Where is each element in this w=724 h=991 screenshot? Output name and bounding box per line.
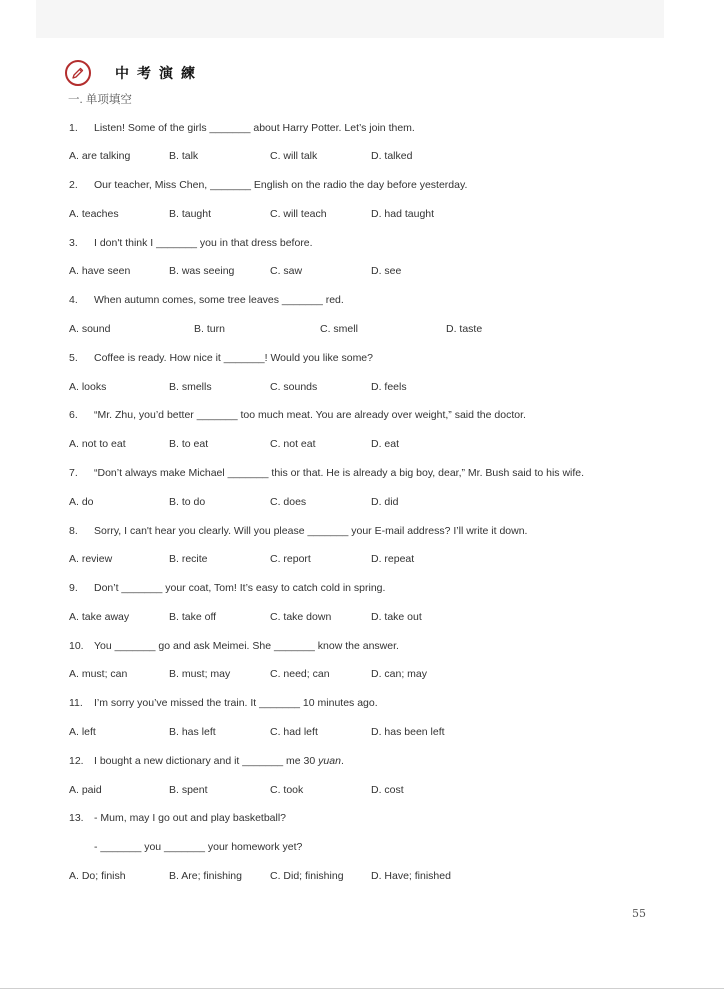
question-number: 5. <box>69 352 78 364</box>
question-stem: “Mr. Zhu, you’d better _______ too much meat. You are already over weight,” said the doctor. <box>94 409 526 421</box>
question-number: 13. <box>69 812 84 824</box>
question-number: 6. <box>69 409 78 421</box>
question-number: 2. <box>69 179 78 191</box>
question-12 <box>69 754 344 768</box>
question-7 <box>69 466 584 480</box>
question-stem: - Mum, may I go out and play basketball? <box>94 812 287 824</box>
option-b[interactable]: B. was seeing <box>169 265 235 277</box>
question-1 <box>69 121 415 135</box>
question-stem: Coffee is ready. How nice it _______! Would you like some? <box>94 352 373 364</box>
bottom-divider <box>0 988 724 989</box>
option-c[interactable]: C. does <box>270 496 307 508</box>
question-stem: I’m sorry you’ve missed the train. It _______ 10 minutes ago. <box>94 697 378 709</box>
option-a[interactable]: A. do <box>69 496 94 508</box>
question-6 <box>69 408 526 422</box>
option-a[interactable]: A. must; can <box>69 668 128 680</box>
option-b[interactable]: B. spent <box>169 784 208 796</box>
section-header <box>65 58 203 88</box>
option-d[interactable]: D. did <box>371 496 399 508</box>
option-c[interactable]: C. sounds <box>270 381 318 393</box>
option-d[interactable]: D. take out <box>371 611 422 623</box>
question-13 <box>69 811 286 825</box>
question-stem-italic: yuan <box>318 755 341 767</box>
option-c[interactable]: C. took <box>270 784 304 796</box>
option-a[interactable]: A. looks <box>69 381 107 393</box>
option-a[interactable]: A. take away <box>69 611 130 623</box>
option-b[interactable]: B. recite <box>169 553 208 565</box>
question-stem-2: - _______ you _______ your homework yet? <box>94 841 303 853</box>
option-a[interactable]: A. left <box>69 726 96 738</box>
question-number: 1. <box>69 122 78 134</box>
question-stem: I don't think I _______ you in that dress before. <box>94 237 313 249</box>
option-b[interactable]: B. Are; finishing <box>169 870 242 882</box>
question-number: 4. <box>69 294 78 306</box>
option-b[interactable]: B. has left <box>169 726 216 738</box>
question-stem: You _______ go and ask Meimei. She _______ know the answer. <box>94 640 399 652</box>
question-stem: When autumn comes, some tree leaves _______ red. <box>94 294 344 306</box>
question-stem: Don’t _______ your coat, Tom! It’s easy to catch cold in spring. <box>94 582 386 594</box>
option-a[interactable]: A. Do; finish <box>69 870 126 882</box>
question-9 <box>69 581 385 595</box>
question-number: 11. <box>69 697 83 709</box>
option-b[interactable]: B. turn <box>194 323 225 335</box>
question-stem: I bought a new dictionary and it _______ me 30 <box>94 755 319 767</box>
option-c[interactable]: C. saw <box>270 265 303 277</box>
option-c[interactable]: C. Did; finishing <box>270 870 344 882</box>
option-d[interactable]: D. had taught <box>371 208 435 220</box>
option-b[interactable]: B. to do <box>169 496 206 508</box>
option-b[interactable]: B. must; may <box>169 668 231 680</box>
option-d[interactable]: D. cost <box>371 784 404 796</box>
pencil-badge <box>65 60 91 86</box>
option-c[interactable]: C. need; can <box>270 668 330 680</box>
option-c[interactable]: C. take down <box>270 611 332 623</box>
option-b[interactable]: B. talk <box>169 150 199 162</box>
option-d[interactable]: D. see <box>371 265 402 277</box>
option-d[interactable]: D. Have; finished <box>371 870 451 882</box>
question-13-line-2 <box>69 840 302 854</box>
option-d[interactable]: D. can; may <box>371 668 428 680</box>
question-11 <box>69 696 378 710</box>
page-title: 中考演練 <box>115 66 203 82</box>
option-d[interactable]: D. feels <box>371 381 407 393</box>
option-d[interactable]: D. repeat <box>371 553 415 565</box>
option-a[interactable]: A. review <box>69 553 113 565</box>
top-margin-shade <box>36 0 664 38</box>
question-number: 9. <box>69 582 78 594</box>
question-4 <box>69 293 344 307</box>
question-stem-end: . <box>340 755 344 767</box>
option-c[interactable]: C. report <box>270 553 311 565</box>
option-c[interactable]: C. will talk <box>270 150 318 162</box>
option-a[interactable]: A. paid <box>69 784 102 796</box>
question-number: 3. <box>69 237 78 249</box>
question-5 <box>69 351 373 365</box>
option-c[interactable]: C. smell <box>320 323 358 335</box>
question-number: 12. <box>69 755 84 767</box>
option-d[interactable]: D. taste <box>446 323 483 335</box>
option-a[interactable]: A. teaches <box>69 208 119 220</box>
question-stem: Sorry, I can't hear you clearly. Will you please _______ your E-mail address? I’ll write it down. <box>94 525 528 537</box>
option-b[interactable]: B. take off <box>169 611 217 623</box>
question-2 <box>69 178 467 192</box>
question-3 <box>69 236 313 250</box>
option-c[interactable]: C. will teach <box>270 208 327 220</box>
page-number: 55 <box>632 907 646 920</box>
question-8 <box>69 524 527 538</box>
question-10 <box>69 639 399 653</box>
option-d[interactable]: D. talked <box>371 150 413 162</box>
section-label: 一. 单项填空 <box>68 94 132 106</box>
option-a[interactable]: A. not to eat <box>69 438 126 450</box>
question-stem: Our teacher, Miss Chen, _______ English on the radio the day before yesterday. <box>94 179 468 191</box>
option-a[interactable]: A. have seen <box>69 265 131 277</box>
option-a[interactable]: A. sound <box>69 323 111 335</box>
option-c[interactable]: C. not eat <box>270 438 316 450</box>
question-number: 10. <box>69 640 84 652</box>
option-b[interactable]: B. smells <box>169 381 212 393</box>
question-number: 8. <box>69 525 78 537</box>
option-b[interactable]: B. taught <box>169 208 212 220</box>
option-b[interactable]: B. to eat <box>169 438 209 450</box>
question-number: 7. <box>69 467 78 479</box>
option-c[interactable]: C. had left <box>270 726 318 738</box>
pencil-icon <box>71 66 85 80</box>
question-stem: Listen! Some of the girls _______ about Harry Potter. Let’s join them. <box>94 122 415 134</box>
option-d[interactable]: D. has been left <box>371 726 445 738</box>
question-stem: “Don’t always make Michael _______ this or that. He is already a big boy, dear,” Mr. Bush said to his wife. <box>94 467 585 479</box>
option-a[interactable]: A. are talking <box>69 150 131 162</box>
option-d[interactable]: D. eat <box>371 438 400 450</box>
